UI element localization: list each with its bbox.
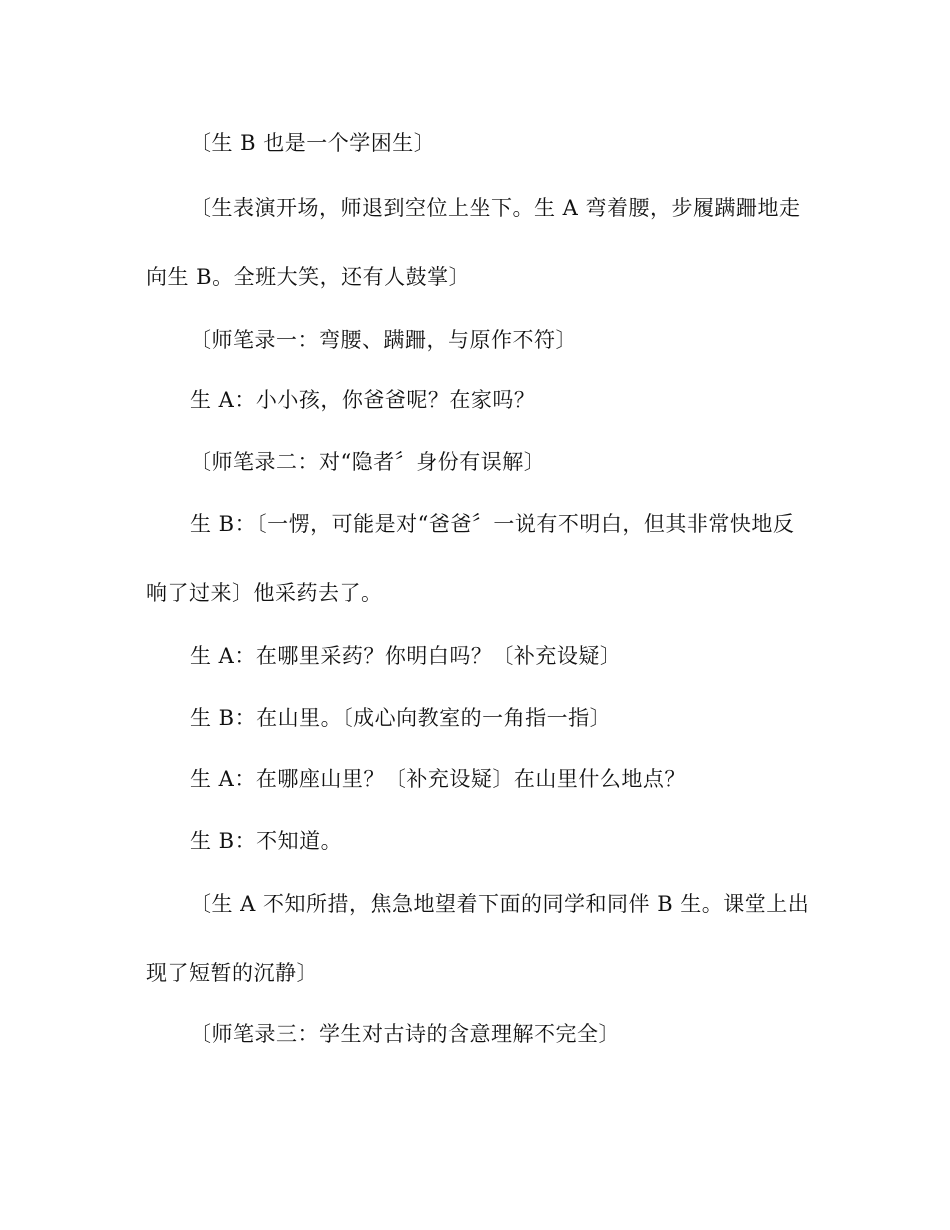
paragraph-line: 〔师笔录二：对“隐者〞身份有误解〕 [190, 450, 546, 474]
paragraph-line: 〔生表演开场，师退到空位上坐下。生 A 弯着腰，步履蹒跚地走 [190, 196, 801, 220]
paragraph-line: 〔师笔录一：弯腰、蹒跚，与原作不符〕 [190, 328, 577, 352]
paragraph-line: 向生 B。全班大笑，还有人鼓掌〕 [146, 265, 471, 289]
paragraph-line: 生 A：小小孩，你爸爸呢？在家吗？ [190, 388, 536, 412]
paragraph-line: 生 B：在山里。〔成心向教室的一角指一指〕 [190, 706, 612, 730]
paragraph-line: 生 B：不知道。 [190, 829, 343, 853]
paragraph-line: 响了过来〕他采药去了。 [146, 581, 383, 605]
paragraph-line: 〔师笔录三：学生对古诗的含意理解不完全〕 [190, 1022, 620, 1046]
paragraph-line: 生 B：〔一愣，可能是对“爸爸〞一说有不明白，但其非常快地反 [190, 512, 795, 536]
paragraph-line: 生 A：在哪里采药？你明白吗？〔补充设疑〕 [190, 644, 622, 668]
paragraph-line: 现了短暂的沉静〕 [146, 961, 318, 985]
paragraph-line: 〔生 A 不知所措，焦急地望着下面的同学和同伴 B 生。课堂上出 [190, 892, 810, 916]
paragraph-line: 生 A：在哪座山里？〔补充设疑〕在山里什么地点？ [190, 767, 686, 791]
paragraph-line: 〔生 B 也是一个学困生〕 [190, 131, 436, 155]
